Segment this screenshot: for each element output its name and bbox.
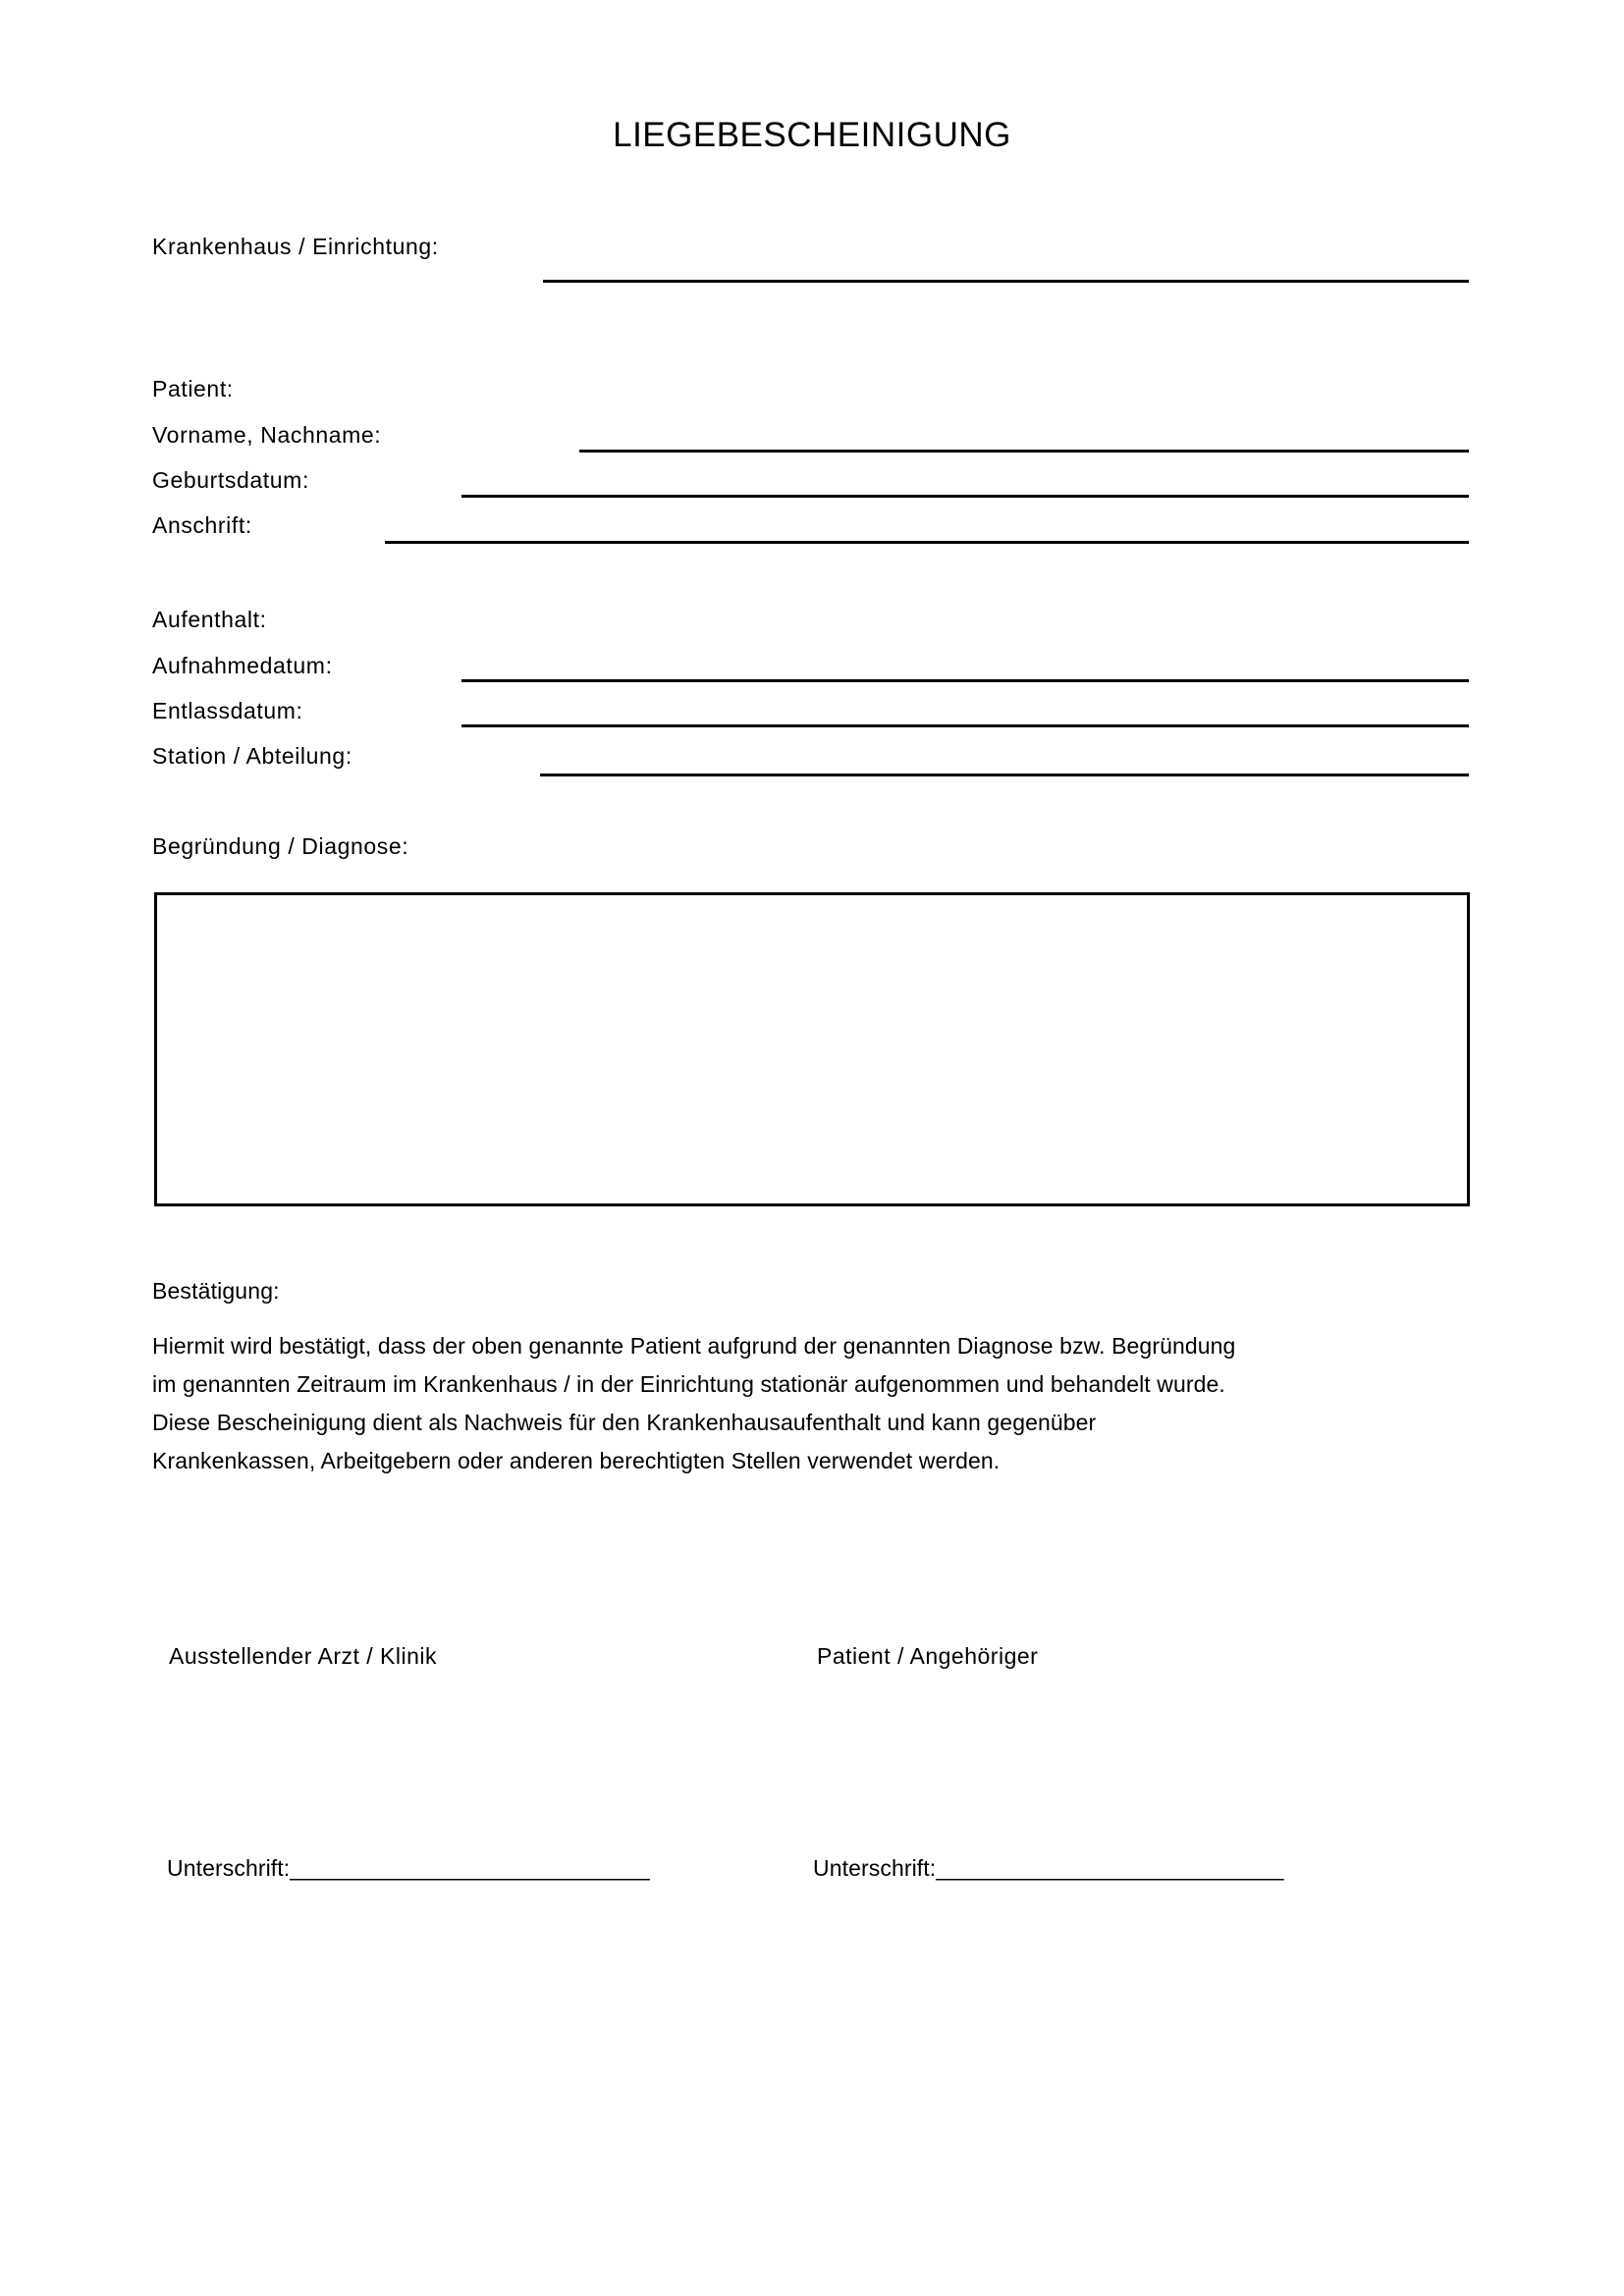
signature-role-patient: Patient / Angehöriger [817, 1643, 1039, 1669]
confirmation-text-line-2: im genannten Zeitraum im Krankenhaus / in der Einrichtung stationär aufgenommen und behandelt wurde. [152, 1371, 1225, 1397]
field-label-entlassdatum: Entlassdatum: [152, 698, 303, 723]
field-rule-station-abteilung[interactable] [540, 774, 1469, 776]
section-label-patient: Patient: [152, 376, 234, 401]
field-label-aufnahmedatum: Aufnahmedatum: [152, 653, 333, 678]
signature-field-patient[interactable] [813, 1855, 1283, 1882]
field-rule-geburtsdatum[interactable] [461, 495, 1469, 498]
field-label-facility: Krankenhaus / Einrichtung: [152, 234, 439, 259]
field-rule-entlassdatum[interactable] [461, 724, 1469, 727]
section-label-aufenthalt: Aufenthalt: [152, 607, 267, 632]
diagnose-textarea[interactable] [154, 892, 1470, 1206]
signature-label-patient: Unterschrift: [813, 1855, 937, 1881]
field-label-station-abteilung: Station / Abteilung: [152, 743, 352, 769]
field-rule-aufnahmedatum[interactable] [461, 679, 1469, 682]
signature-rule-patient: _____________________________ [936, 1855, 1283, 1881]
confirmation-text-line-3: Diese Bescheinigung dient als Nachweis für den Krankenhausaufenthalt und kann gegenüber [152, 1410, 1097, 1435]
field-label-vorname-nachname: Vorname, Nachname: [152, 422, 382, 448]
confirmation-text-line-4: Krankenkassen, Arbeitgebern oder anderen berechtigten Stellen verwendet werden. [152, 1448, 1001, 1473]
field-label-geburtsdatum: Geburtsdatum: [152, 467, 309, 493]
field-rule-vorname-nachname[interactable] [579, 450, 1469, 453]
page-title: LIEGEBESCHEINIGUNG [613, 116, 1011, 154]
section-label-bestaetigung: Bestätigung: [152, 1278, 280, 1304]
confirmation-text-line-1: Hiermit wird bestätigt, dass der oben genannte Patient aufgrund der genannten Diagnose bzw. Begründung [152, 1333, 1236, 1359]
field-label-anschrift: Anschrift: [152, 512, 252, 538]
signature-role-doctor: Ausstellender Arzt / Klinik [169, 1643, 438, 1669]
signature-label-doctor: Unterschrift: [167, 1855, 291, 1881]
field-rule-anschrift[interactable] [385, 541, 1469, 544]
signature-field-doctor[interactable] [167, 1855, 649, 1882]
field-rule-facility[interactable] [543, 280, 1469, 283]
field-label-diagnose: Begründung / Diagnose: [152, 833, 409, 859]
signature-rule-doctor: ______________________________ [290, 1855, 650, 1881]
